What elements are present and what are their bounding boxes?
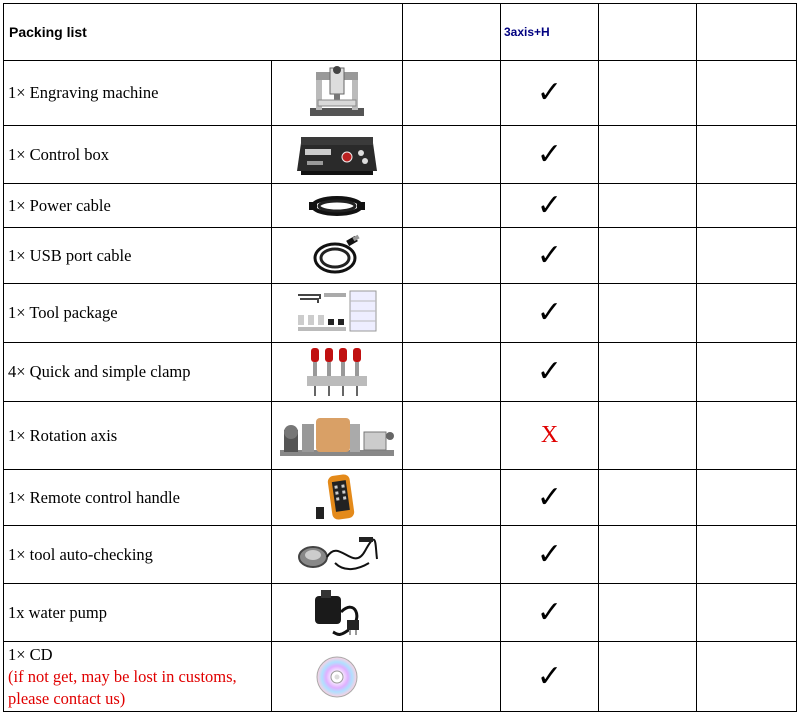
engraving-machine-photo [272, 61, 403, 126]
empty-cell [403, 126, 501, 184]
table-row [4, 402, 797, 470]
packing-list-table [3, 3, 797, 712]
item-label: 1x water pump [4, 584, 272, 642]
clamp-photo [272, 343, 403, 402]
table-row [4, 228, 797, 284]
item-label: 1× Power cable [4, 184, 272, 228]
item-label-with-note [4, 642, 272, 712]
empty-cell [403, 61, 501, 126]
check-icon: ✓ [536, 658, 563, 694]
empty-cell [697, 526, 797, 584]
item-label: 1× Control box [4, 126, 272, 184]
empty-cell [697, 470, 797, 526]
status-mark [501, 526, 599, 584]
item-label: 1× Tool package [4, 284, 272, 343]
empty-cell [697, 343, 797, 402]
empty-cell [697, 642, 797, 712]
status-mark [501, 284, 599, 343]
check-icon: ✓ [536, 295, 563, 330]
tool-sensor-photo [272, 526, 403, 584]
check-icon: ✓ [536, 479, 563, 515]
item-label: 1× Engraving machine [4, 61, 272, 126]
empty-cell [697, 61, 797, 126]
status-mark [501, 470, 599, 526]
empty-cell [403, 526, 501, 584]
empty-cell [697, 284, 797, 343]
cd-disc-photo [272, 642, 403, 712]
empty-cell [697, 184, 797, 228]
empty-cell [403, 284, 501, 343]
check-icon: ✓ [536, 187, 563, 223]
table-row [4, 184, 797, 228]
empty-cell [599, 4, 697, 61]
check-icon: ✓ [536, 75, 563, 110]
empty-cell [697, 228, 797, 284]
table-row [4, 470, 797, 526]
empty-cell [697, 4, 797, 61]
water-pump-photo [272, 584, 403, 642]
check-icon: ✓ [536, 536, 563, 572]
item-label: 4× Quick and simple clamp [4, 343, 272, 402]
status-mark [501, 402, 599, 470]
table-row [4, 126, 797, 184]
empty-cell [403, 343, 501, 402]
usb-cable-photo [272, 228, 403, 284]
table-row [4, 61, 797, 126]
table-row [4, 584, 797, 642]
empty-cell [403, 470, 501, 526]
empty-cell [697, 126, 797, 184]
packing-list-title: Packing list [4, 4, 403, 61]
status-mark [501, 61, 599, 126]
power-cable-photo [272, 184, 403, 228]
status-mark [501, 126, 599, 184]
table-row [4, 343, 797, 402]
remote-handle-photo [272, 470, 403, 526]
rotation-axis-photo [272, 402, 403, 470]
status-mark [501, 343, 599, 402]
empty-cell [599, 228, 697, 284]
status-mark [501, 642, 599, 712]
control-box-photo [272, 126, 403, 184]
empty-cell [697, 584, 797, 642]
check-icon: ✓ [536, 136, 563, 172]
empty-cell [599, 402, 697, 470]
item-label: 1× tool auto-checking [4, 526, 272, 584]
item-label: 1× Rotation axis [4, 402, 272, 470]
header-row [4, 4, 797, 61]
empty-cell [697, 402, 797, 470]
status-mark [501, 184, 599, 228]
empty-cell [599, 584, 697, 642]
empty-cell [403, 4, 501, 61]
empty-cell [599, 126, 697, 184]
check-icon: ✓ [536, 237, 563, 273]
empty-cell [599, 470, 697, 526]
empty-cell [599, 343, 697, 402]
tool-package-photo [272, 284, 403, 343]
table-row [4, 526, 797, 584]
check-icon: ✓ [536, 354, 563, 389]
status-mark [501, 228, 599, 284]
empty-cell [599, 184, 697, 228]
empty-cell [403, 402, 501, 470]
item-label: 1× USB port cable [4, 228, 272, 284]
column-header-3axis-h: 3axis+H [501, 4, 599, 61]
item-label: 1× CD [8, 644, 53, 664]
empty-cell [403, 584, 501, 642]
status-mark [501, 584, 599, 642]
table-row [4, 284, 797, 343]
empty-cell [403, 642, 501, 712]
empty-cell [403, 228, 501, 284]
empty-cell [599, 284, 697, 343]
customs-note: (if not get, may be lost in customs, please contact us) [8, 666, 237, 708]
table-row [4, 642, 797, 712]
empty-cell [599, 642, 697, 712]
empty-cell [403, 184, 501, 228]
check-icon: ✓ [536, 594, 563, 630]
empty-cell [599, 61, 697, 126]
item-label: 1× Remote control handle [4, 470, 272, 526]
cross-icon: X [540, 422, 559, 448]
empty-cell [599, 526, 697, 584]
